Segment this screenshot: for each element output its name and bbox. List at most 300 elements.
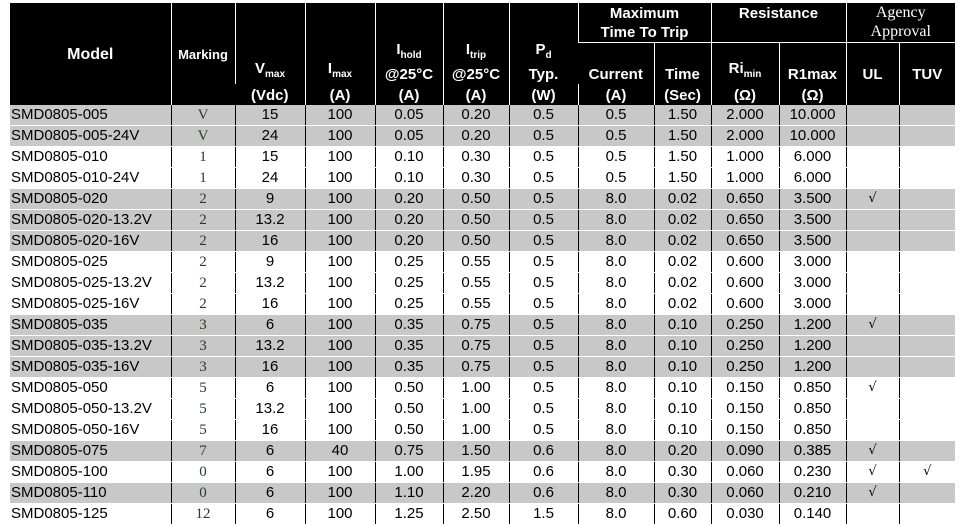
- cell-ihold: 0.20: [375, 189, 443, 210]
- cell-current: 8.0: [578, 336, 654, 357]
- cell-time: 0.20: [654, 441, 711, 462]
- cell-ul: [846, 210, 899, 231]
- cell-time: 1.50: [654, 126, 711, 147]
- cell-vmax: 6: [235, 441, 305, 462]
- cell-model: SMD0805-020-16V: [10, 231, 171, 252]
- cell-tuv: [899, 210, 955, 231]
- cell-ul: [846, 294, 899, 315]
- cell-model: SMD0805-005-24V: [10, 126, 171, 147]
- cell-imax: 100: [305, 399, 375, 420]
- cell-marking: 2: [171, 294, 235, 315]
- cell-current: 8.0: [578, 399, 654, 420]
- header-pd-unit: (W): [509, 84, 578, 105]
- cell-marking: 5: [171, 399, 235, 420]
- cell-ihold: 1.25: [375, 504, 443, 525]
- cell-ihold: 0.75: [375, 441, 443, 462]
- cell-r1max: 0.210: [779, 483, 846, 504]
- cell-ihold: 0.25: [375, 273, 443, 294]
- cell-rimin: 2.000: [711, 105, 779, 126]
- cell-current: 8.0: [578, 378, 654, 399]
- cell-imax: 100: [305, 147, 375, 168]
- cell-current: 8.0: [578, 252, 654, 273]
- cell-itrip: 0.30: [443, 168, 509, 189]
- cell-pd: 0.5: [509, 168, 578, 189]
- cell-ul: √: [846, 315, 899, 336]
- cell-pd: 0.5: [509, 294, 578, 315]
- cell-imax: 100: [305, 273, 375, 294]
- header-r1max: R1max: [779, 43, 846, 85]
- cell-itrip: 1.00: [443, 420, 509, 441]
- table-row: [10, 462, 955, 483]
- cell-current: 8.0: [578, 189, 654, 210]
- cell-r1max: 0.140: [779, 504, 846, 525]
- cell-pd: 0.5: [509, 378, 578, 399]
- cell-rimin: 0.150: [711, 420, 779, 441]
- cell-itrip: 0.20: [443, 126, 509, 147]
- cell-vmax: 6: [235, 315, 305, 336]
- cell-pd: 0.5: [509, 252, 578, 273]
- cell-r1max: 3.500: [779, 231, 846, 252]
- cell-r1max: 1.200: [779, 315, 846, 336]
- cell-pd: 0.5: [509, 315, 578, 336]
- cell-imax: 100: [305, 420, 375, 441]
- table-row: [10, 189, 955, 210]
- cell-rimin: 0.250: [711, 357, 779, 378]
- cell-model: SMD0805-050-16V: [11, 421, 140, 438]
- table-row: [10, 357, 955, 378]
- cell-marking: 1: [171, 168, 235, 189]
- cell-rimin: 0.030: [711, 504, 779, 525]
- cell-model: SMD0805-025-13.2V: [11, 274, 152, 291]
- header-rimin: $Ri_{min}$: [711, 43, 779, 85]
- cell-marking: 12: [171, 504, 235, 525]
- cell-ul: [846, 504, 899, 525]
- cell-tuv: [899, 336, 955, 357]
- cell-rimin: 0.600: [711, 273, 779, 294]
- header-imax-unit: (A): [305, 84, 375, 105]
- cell-time: 0.02: [654, 294, 711, 315]
- cell-itrip: 0.50: [443, 210, 509, 231]
- cell-tuv: [899, 357, 955, 378]
- cell-current: 8.0: [578, 420, 654, 441]
- cell-vmax: 9: [235, 189, 305, 210]
- cell-marking: 3: [171, 357, 235, 378]
- cell-current: 8.0: [578, 294, 654, 315]
- cell-rimin: 0.650: [711, 189, 779, 210]
- cell-rimin: 0.250: [711, 336, 779, 357]
- cell-imax: 100: [305, 252, 375, 273]
- cell-current: 8.0: [578, 231, 654, 252]
- cell-itrip: 0.30: [443, 147, 509, 168]
- cell-model: SMD0805-075: [10, 441, 171, 462]
- cell-model: SMD0805-035-13.2V: [10, 336, 171, 357]
- cell-tuv: [899, 483, 955, 504]
- cell-vmax: 6: [235, 378, 305, 399]
- cell-model: SMD0805-010: [11, 148, 108, 165]
- cell-tuv: [899, 399, 955, 420]
- cell-time: 1.50: [654, 168, 711, 189]
- cell-vmax: 15: [235, 147, 305, 168]
- table-row: [10, 336, 955, 357]
- cell-current: 0.5: [578, 126, 654, 147]
- cell-marking: 5: [171, 378, 235, 399]
- cell-time: 0.10: [654, 357, 711, 378]
- cell-imax: 100: [305, 126, 375, 147]
- cell-itrip: 0.75: [443, 357, 509, 378]
- cell-itrip: 0.50: [443, 231, 509, 252]
- cell-current: 8.0: [578, 357, 654, 378]
- cell-vmax: 16: [235, 420, 305, 441]
- cell-ul: [846, 357, 899, 378]
- cell-itrip: 0.75: [443, 336, 509, 357]
- header-vmax: $V_{max}$: [235, 3, 305, 84]
- table-row: [10, 483, 955, 504]
- cell-vmax: 24: [235, 168, 305, 189]
- cell-itrip: 1.95: [443, 462, 509, 483]
- table-row: [10, 168, 955, 189]
- cell-model: SMD0805-010-24V: [11, 169, 140, 186]
- cell-pd: 0.6: [509, 462, 578, 483]
- cell-time: 0.60: [654, 504, 711, 525]
- cell-time: 0.02: [654, 231, 711, 252]
- cell-marking: 3: [171, 336, 235, 357]
- cell-rimin: 0.150: [711, 378, 779, 399]
- cell-rimin: 0.060: [711, 483, 779, 504]
- cell-rimin: 0.600: [711, 294, 779, 315]
- cell-r1max: 3.500: [779, 189, 846, 210]
- cell-rimin: 0.150: [711, 399, 779, 420]
- cell-time: 0.02: [654, 273, 711, 294]
- cell-pd: 0.5: [509, 126, 578, 147]
- cell-itrip: 0.50: [443, 189, 509, 210]
- cell-pd: 0.5: [509, 399, 578, 420]
- cell-ihold: 1.00: [375, 462, 443, 483]
- cell-itrip: 2.50: [443, 504, 509, 525]
- cell-imax: 100: [305, 231, 375, 252]
- cell-ihold: 0.05: [375, 126, 443, 147]
- cell-ul: √: [846, 378, 899, 399]
- cell-ul: √: [846, 483, 899, 504]
- cell-itrip: 0.55: [443, 294, 509, 315]
- cell-r1max: 3.500: [779, 210, 846, 231]
- cell-imax: 100: [305, 168, 375, 189]
- table-row: [10, 252, 955, 273]
- cell-marking: 7: [171, 441, 235, 462]
- cell-ihold: 1.10: [375, 483, 443, 504]
- cell-marking: 2: [171, 231, 235, 252]
- cell-time: 0.30: [654, 483, 711, 504]
- cell-pd: 0.5: [509, 273, 578, 294]
- cell-imax: 100: [305, 357, 375, 378]
- cell-marking: 2: [171, 273, 235, 294]
- cell-time: 0.10: [654, 420, 711, 441]
- cell-marking: 0: [171, 462, 235, 483]
- cell-rimin: 2.000: [711, 126, 779, 147]
- cell-ihold: 0.20: [375, 231, 443, 252]
- cell-r1max: 0.385: [779, 441, 846, 462]
- cell-itrip: 0.55: [443, 273, 509, 294]
- cell-time: 0.10: [654, 336, 711, 357]
- cell-tuv: [899, 441, 955, 462]
- cell-model: SMD0805-025-16V: [11, 295, 140, 312]
- cell-current: 0.5: [578, 105, 654, 126]
- table-row: [10, 273, 955, 294]
- cell-r1max: 0.850: [779, 378, 846, 399]
- cell-imax: 100: [305, 483, 375, 504]
- cell-ul: √: [846, 462, 899, 483]
- cell-pd: 1.5: [509, 504, 578, 525]
- table-row: [10, 378, 955, 399]
- cell-imax: 100: [305, 462, 375, 483]
- table-row: [10, 147, 955, 168]
- table-row: [10, 210, 955, 231]
- cell-pd: 0.5: [509, 357, 578, 378]
- table-row: [10, 294, 955, 315]
- header-itrip: $I_{trip}$ @25°C: [443, 3, 509, 84]
- cell-tuv: [899, 315, 955, 336]
- cell-marking: 5: [171, 420, 235, 441]
- cell-pd: 0.5: [509, 231, 578, 252]
- cell-pd: 0.5: [509, 147, 578, 168]
- cell-vmax: 13.2: [235, 273, 305, 294]
- cell-imax: 40: [305, 441, 375, 462]
- cell-itrip: 0.55: [443, 252, 509, 273]
- cell-itrip: 2.20: [443, 483, 509, 504]
- cell-tuv: [899, 294, 955, 315]
- cell-vmax: 16: [235, 294, 305, 315]
- cell-marking: 2: [171, 210, 235, 231]
- cell-marking: 0: [171, 483, 235, 504]
- cell-itrip: 0.20: [443, 105, 509, 126]
- cell-time: 0.10: [654, 315, 711, 336]
- header-current-unit: (A): [578, 84, 654, 105]
- cell-model: SMD0805-050: [11, 379, 108, 396]
- header-tuv: TUV: [899, 43, 955, 106]
- header-time-unit: (Sec): [654, 84, 711, 105]
- cell-tuv: [899, 189, 955, 210]
- cell-vmax: 6: [235, 504, 305, 525]
- cell-model: SMD0805-125: [11, 505, 108, 522]
- cell-current: 8.0: [578, 441, 654, 462]
- cell-imax: 100: [305, 504, 375, 525]
- cell-r1max: 10.000: [779, 126, 846, 147]
- table-body: [10, 105, 955, 525]
- cell-itrip: 1.00: [443, 378, 509, 399]
- cell-current: 8.0: [578, 315, 654, 336]
- table-row: [10, 105, 955, 126]
- cell-model: SMD0805-025: [11, 253, 108, 270]
- header-itrip-unit: (A): [443, 84, 509, 105]
- table-row: [10, 231, 955, 252]
- cell-current: 8.0: [578, 504, 654, 525]
- cell-tuv: [899, 168, 955, 189]
- cell-ihold: 0.50: [375, 420, 443, 441]
- cell-rimin: 0.600: [711, 252, 779, 273]
- cell-pd: 0.5: [509, 336, 578, 357]
- cell-ul: [846, 147, 899, 168]
- cell-current: 8.0: [578, 462, 654, 483]
- header-marking: Marking: [171, 3, 235, 105]
- cell-imax: 100: [305, 378, 375, 399]
- cell-tuv: [899, 273, 955, 294]
- cell-ul: √: [846, 189, 899, 210]
- cell-tuv: [899, 504, 955, 525]
- cell-ul: [846, 399, 899, 420]
- cell-rimin: 1.000: [711, 147, 779, 168]
- header-resistance-group: Resistance: [711, 3, 846, 43]
- cell-ul: [846, 105, 899, 126]
- cell-tuv: [899, 147, 955, 168]
- cell-r1max: 3.000: [779, 273, 846, 294]
- cell-marking: 3: [171, 315, 235, 336]
- cell-vmax: 13.2: [235, 399, 305, 420]
- cell-imax: 100: [305, 210, 375, 231]
- cell-r1max: 3.000: [779, 252, 846, 273]
- cell-marking: V: [171, 126, 235, 147]
- cell-ihold: 0.35: [375, 336, 443, 357]
- cell-model: SMD0805-020: [10, 189, 171, 210]
- cell-tuv: [899, 231, 955, 252]
- cell-imax: 100: [305, 294, 375, 315]
- header-time-to-trip-group: Maximum Time To Trip: [578, 3, 711, 43]
- header-r1max-unit: (Ω): [779, 84, 846, 105]
- cell-current: 8.0: [578, 273, 654, 294]
- cell-ul: [846, 231, 899, 252]
- cell-rimin: 1.000: [711, 168, 779, 189]
- cell-vmax: 6: [235, 462, 305, 483]
- cell-ihold: 0.35: [375, 357, 443, 378]
- header-imax: $I_{max}$: [305, 3, 375, 84]
- cell-marking: 2: [171, 189, 235, 210]
- cell-ul: [846, 420, 899, 441]
- cell-model: SMD0805-035-16V: [10, 357, 171, 378]
- cell-model: SMD0805-035: [10, 315, 171, 336]
- table-row: [10, 441, 955, 462]
- cell-tuv: √: [899, 462, 955, 483]
- cell-model: SMD0805-050-13.2V: [11, 400, 152, 417]
- cell-marking: 2: [171, 252, 235, 273]
- cell-r1max: 6.000: [779, 147, 846, 168]
- table-row: [10, 420, 955, 441]
- cell-ul: √: [846, 441, 899, 462]
- cell-time: 0.02: [654, 189, 711, 210]
- header-time: Time: [654, 43, 711, 85]
- cell-rimin: 0.650: [711, 231, 779, 252]
- table-row: [10, 399, 955, 420]
- header-current: Current: [578, 43, 654, 85]
- cell-r1max: 0.230: [779, 462, 846, 483]
- cell-itrip: 1.00: [443, 399, 509, 420]
- cell-r1max: 10.000: [779, 105, 846, 126]
- cell-tuv: [899, 378, 955, 399]
- cell-vmax: 16: [235, 357, 305, 378]
- cell-ul: [846, 273, 899, 294]
- cell-model: SMD0805-020-13.2V: [10, 210, 171, 231]
- cell-pd: 0.5: [509, 189, 578, 210]
- cell-r1max: 1.200: [779, 357, 846, 378]
- cell-imax: 100: [305, 105, 375, 126]
- cell-marking: 1: [171, 147, 235, 168]
- cell-imax: 100: [305, 336, 375, 357]
- cell-r1max: 0.850: [779, 399, 846, 420]
- cell-time: 1.50: [654, 105, 711, 126]
- header-pd: $P_d$ Typ.: [509, 3, 578, 84]
- cell-vmax: 13.2: [235, 210, 305, 231]
- cell-model: SMD0805-110: [10, 483, 171, 504]
- header-vmax-unit: (Vdc): [235, 84, 305, 105]
- cell-rimin: 0.060: [711, 462, 779, 483]
- cell-current: 8.0: [578, 483, 654, 504]
- table-header: [10, 3, 955, 105]
- cell-rimin: 0.090: [711, 441, 779, 462]
- cell-r1max: 6.000: [779, 168, 846, 189]
- cell-vmax: 9: [235, 252, 305, 273]
- cell-time: 0.02: [654, 252, 711, 273]
- cell-r1max: 1.200: [779, 336, 846, 357]
- cell-imax: 100: [305, 315, 375, 336]
- cell-ul: [846, 336, 899, 357]
- cell-current: 8.0: [578, 210, 654, 231]
- cell-ihold: 0.20: [375, 210, 443, 231]
- cell-ihold: 0.10: [375, 147, 443, 168]
- header-ihold-unit: (A): [375, 84, 443, 105]
- cell-pd: 0.6: [509, 483, 578, 504]
- cell-vmax: 13.2: [235, 336, 305, 357]
- cell-tuv: [899, 105, 955, 126]
- cell-marking: V: [171, 105, 235, 126]
- cell-vmax: 16: [235, 231, 305, 252]
- cell-ihold: 0.50: [375, 378, 443, 399]
- cell-time: 0.02: [654, 210, 711, 231]
- cell-tuv: [899, 252, 955, 273]
- cell-imax: 100: [305, 189, 375, 210]
- cell-current: 0.5: [578, 168, 654, 189]
- cell-ihold: 0.25: [375, 294, 443, 315]
- table-row: [10, 315, 955, 336]
- cell-r1max: 0.850: [779, 420, 846, 441]
- table-row: [10, 126, 955, 147]
- cell-rimin: 0.650: [711, 210, 779, 231]
- cell-ul: [846, 252, 899, 273]
- header-model: Model: [10, 3, 171, 105]
- cell-time: 0.10: [654, 378, 711, 399]
- cell-ihold: 0.05: [375, 105, 443, 126]
- cell-itrip: 1.50: [443, 441, 509, 462]
- header-agency-approval: Agency Approval: [846, 3, 955, 43]
- cell-ul: [846, 126, 899, 147]
- header-ul: UL: [846, 43, 899, 106]
- cell-model: SMD0805-100: [11, 463, 108, 480]
- table-row: [10, 504, 955, 525]
- cell-current: 0.5: [578, 147, 654, 168]
- cell-ihold: 0.50: [375, 399, 443, 420]
- cell-ihold: 0.25: [375, 252, 443, 273]
- cell-pd: 0.5: [509, 210, 578, 231]
- cell-vmax: 15: [235, 105, 305, 126]
- cell-pd: 0.6: [509, 441, 578, 462]
- cell-itrip: 0.75: [443, 315, 509, 336]
- cell-ul: [846, 168, 899, 189]
- cell-time: 1.50: [654, 147, 711, 168]
- cell-ihold: 0.10: [375, 168, 443, 189]
- cell-rimin: 0.250: [711, 315, 779, 336]
- cell-time: 0.10: [654, 399, 711, 420]
- header-ihold: $I_{hold}$ @25°C: [375, 3, 443, 84]
- cell-vmax: 6: [235, 483, 305, 504]
- cell-tuv: [899, 126, 955, 147]
- cell-tuv: [899, 420, 955, 441]
- cell-model: SMD0805-005: [10, 105, 171, 126]
